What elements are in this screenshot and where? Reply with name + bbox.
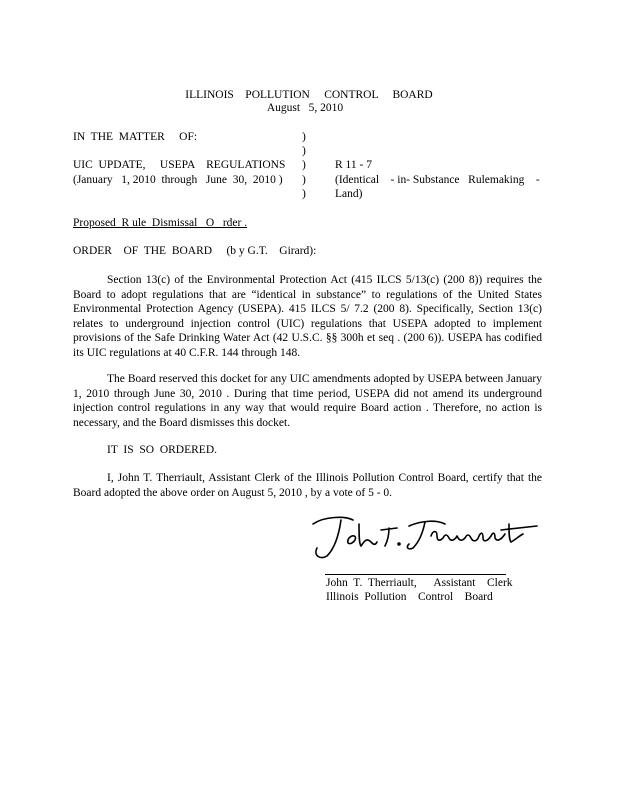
case-title-line2: (January 1, 2010 through June 30, 2010 )	[73, 174, 283, 186]
order-type: Proposed R ule Dismissal O rder .	[73, 217, 248, 229]
order-of-board: ORDER OF THE BOARD (b y G.T. Girard):	[73, 245, 317, 257]
handwritten-signature	[305, 510, 545, 570]
so-ordered: IT IS SO ORDERED.	[107, 444, 218, 456]
caption-paren-4: )	[302, 174, 306, 186]
paragraph-board-reserved: The Board reserved this docket for any UIC amendments adopted by USEPA between January 1, 2010 through June 30, 2010 . During that time period, USEPA did not amend its underground injection control regulations in any way that would require Board action . Therefore, no action is necessary, and the Board dismisses this docket.	[73, 373, 542, 429]
in-the-matter-label: IN THE MATTER OF:	[73, 131, 198, 143]
signature-line	[325, 574, 506, 575]
docket-description-line1: (Identical - in- Substance Rulemaking -	[335, 174, 540, 186]
agency-heading: ILLINOIS POLLUTION CONTROL BOARD	[185, 89, 433, 101]
case-title-line1: UIC UPDATE, USEPA REGULATIONS	[73, 159, 286, 171]
signatory-name-title: John T. Therriault, Assistant Clerk	[326, 577, 513, 589]
caption-paren-5: )	[302, 188, 306, 200]
signatory-organization: Illinois Pollution Control Board	[326, 591, 493, 603]
clerk-certification: I, John T. Therriault, Assistant Clerk of the Illinois Pollution Control Board, certify that the Board adopted the above order on August 5, 2010 , by a vote of 5 - 0.	[73, 472, 542, 499]
paragraph-section-13c: Section 13(c) of the Environmental Protection Act (415 ILCS 5/13(c) (200 8)) requires the Board to adopt regulations that are “identical in substance” to regulations of the United States Environmental Protection Agency (USEPA). 415 ILCS 5/ 7.2 (200 8). Specifically, Section 13(c) relates to underground injection control (UIC) regulations that USEPA adopted to implement provisions of the Safe Drinking Water Act (42 U.S.C. §§ 300h et seq . (200 6)). USEPA has codified its UIC regulations at 40 C.F.R. 144 through 148.	[73, 274, 542, 359]
caption-paren-2: )	[302, 145, 306, 157]
docket-description-line2: Land)	[335, 188, 363, 200]
decision-date: August 5, 2010	[266, 102, 344, 114]
caption-paren-3: )	[302, 159, 306, 171]
caption-paren-1: )	[302, 131, 306, 143]
docket-number: R 11 - 7	[335, 159, 372, 171]
